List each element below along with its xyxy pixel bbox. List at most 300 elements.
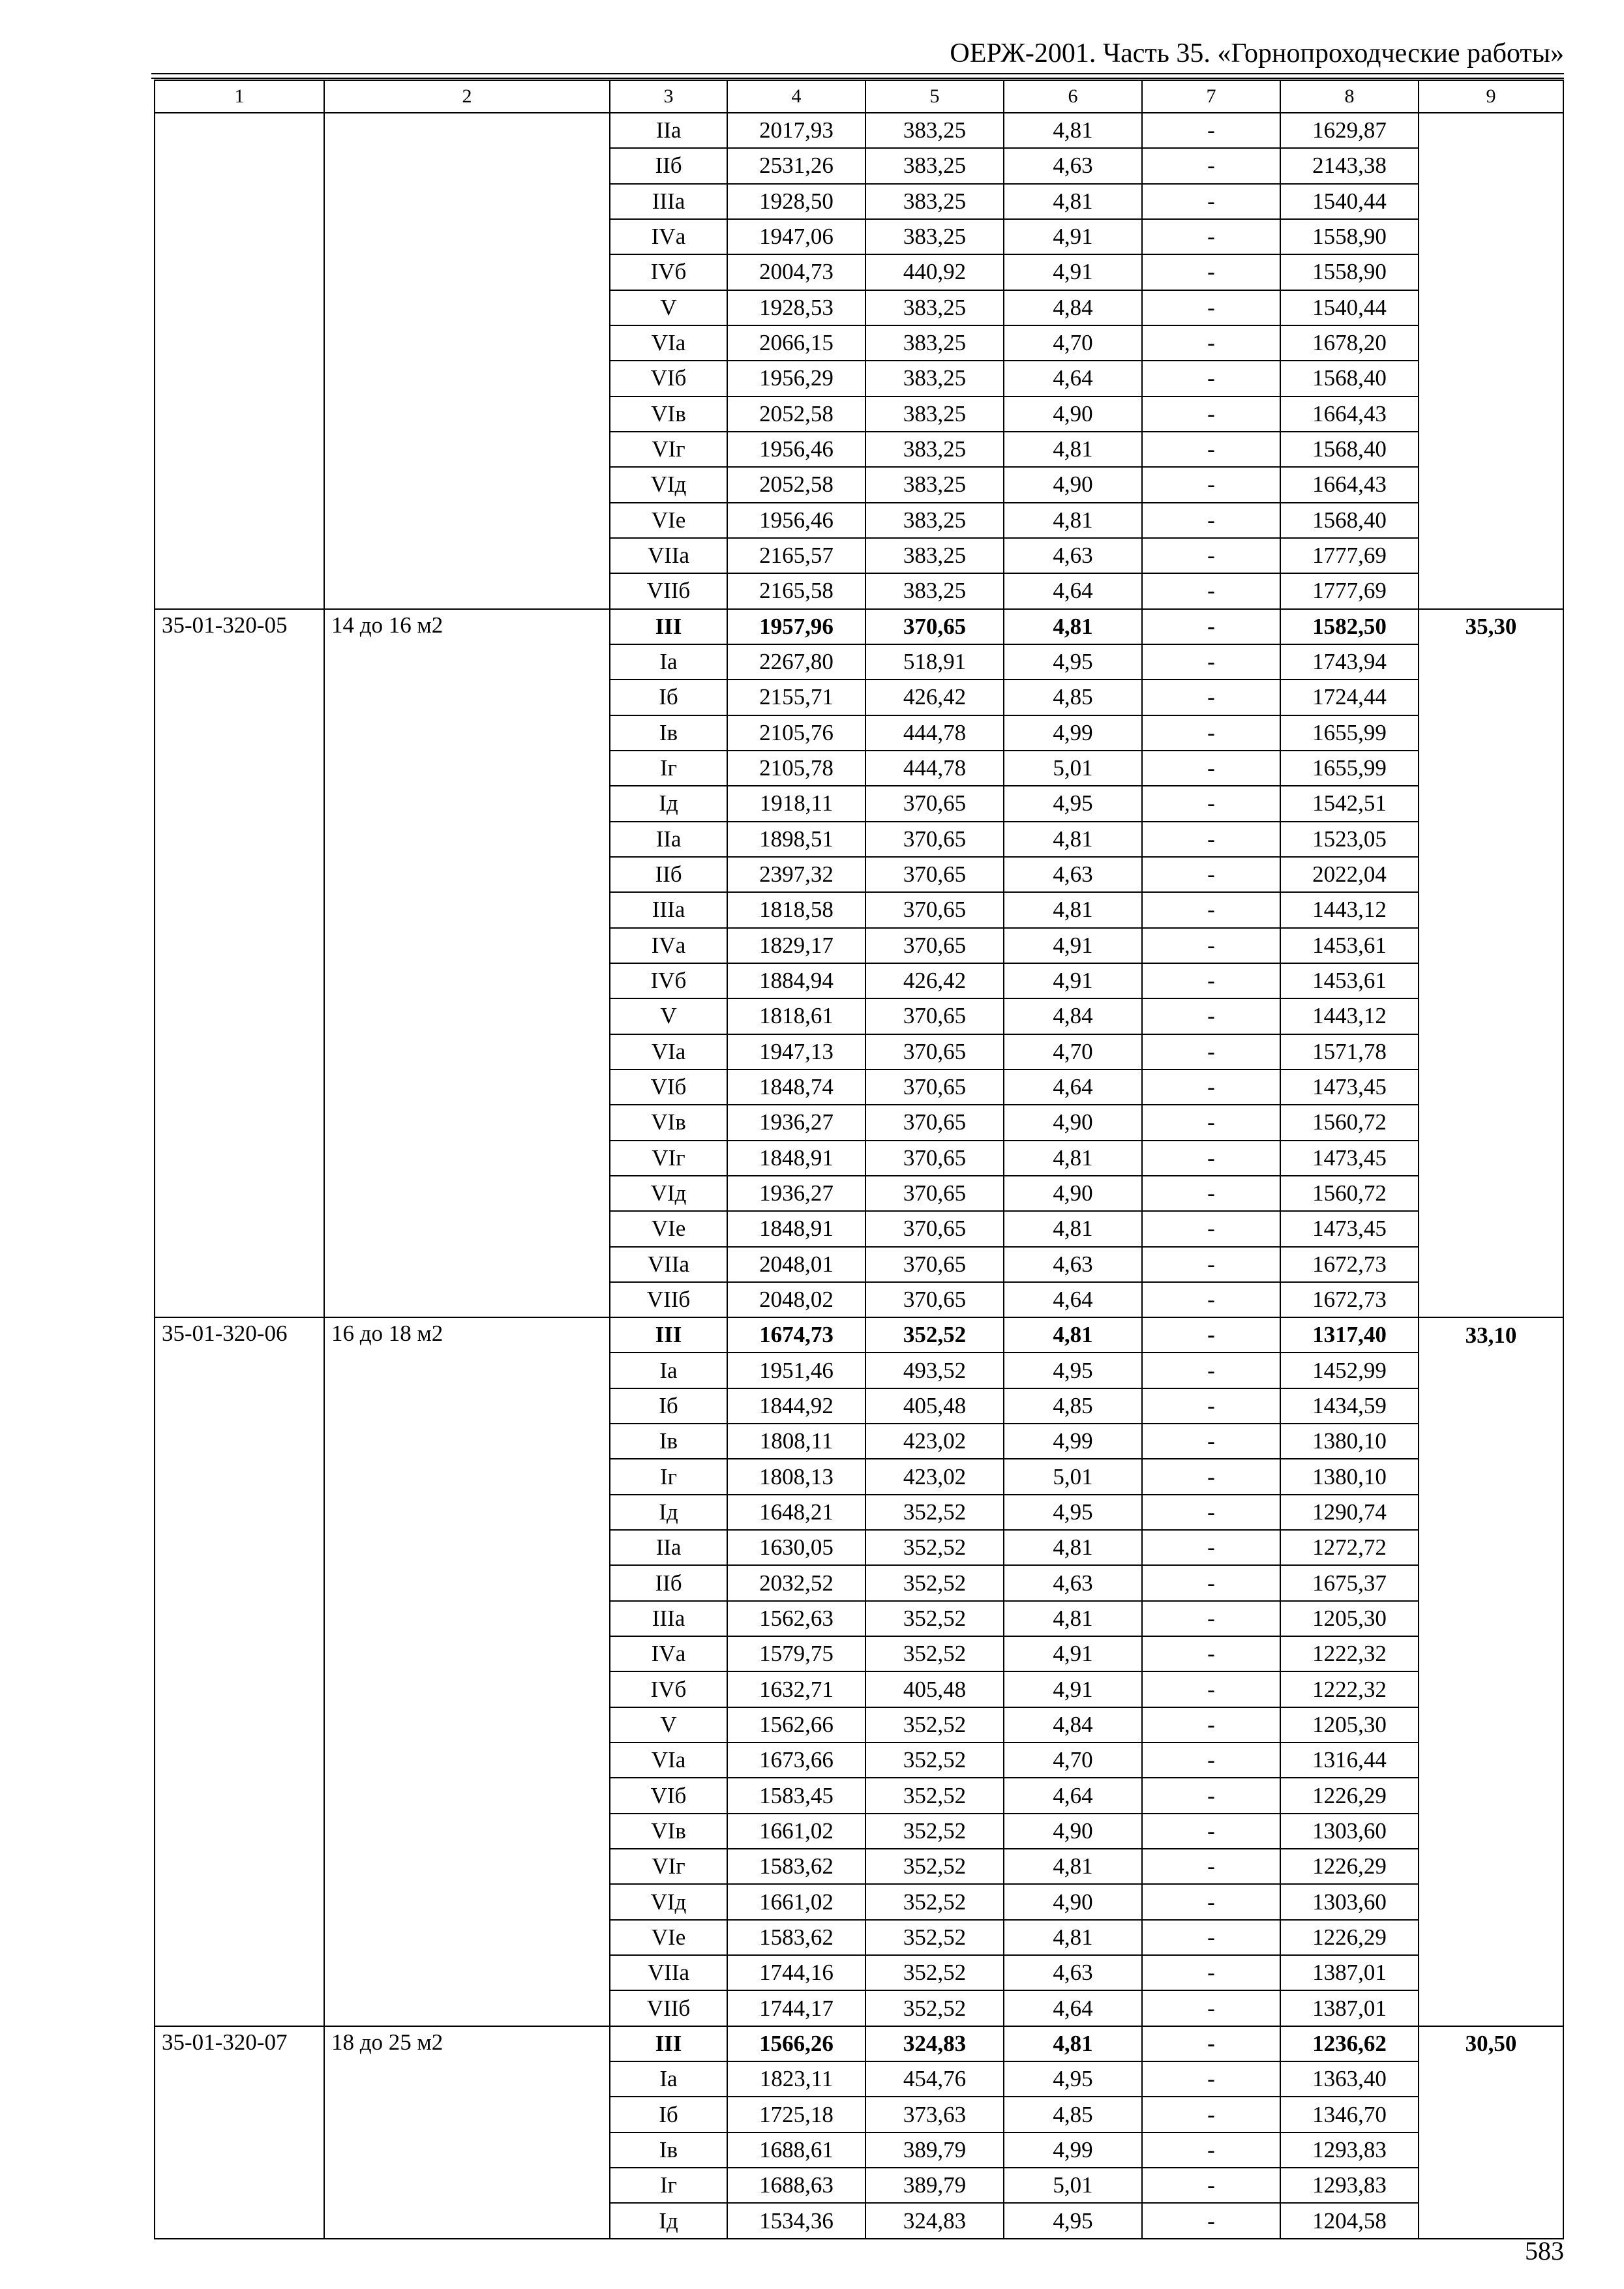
rate-code-cell — [155, 1105, 324, 1140]
wages-cell: 370,65 — [865, 1211, 1004, 1246]
table-row — [155, 715, 1563, 751]
materials-cell: 1473,45 — [1280, 1211, 1419, 1246]
total-cost-cell: 1936,27 — [727, 1176, 865, 1211]
operators-wages-cell: - — [1142, 148, 1280, 183]
price-table — [154, 80, 1564, 2239]
total-cost-cell: 1562,63 — [727, 1601, 865, 1636]
wages-cell: 493,52 — [865, 1353, 1004, 1388]
machines-cell: 4,95 — [1004, 1353, 1142, 1388]
column-header: 9 — [1419, 80, 1563, 113]
operators-wages-cell: - — [1142, 2097, 1280, 2132]
rate-code-cell — [155, 1884, 324, 1919]
total-cost-cell: 1688,63 — [727, 2168, 865, 2203]
materials-cell: 1204,58 — [1280, 2203, 1419, 2238]
table-row — [155, 1849, 1563, 1884]
total-cost-cell: 1947,06 — [727, 219, 865, 254]
category-cell: VIв — [610, 1105, 727, 1140]
rate-code-cell — [155, 148, 324, 183]
description-cell — [324, 467, 610, 502]
machines-cell: 4,63 — [1004, 857, 1142, 892]
machines-cell: 4,70 — [1004, 1034, 1142, 1070]
rate-code-cell — [155, 2168, 324, 2203]
table-row — [155, 1459, 1563, 1494]
machines-cell: 4,91 — [1004, 928, 1142, 963]
rate-code-cell — [155, 290, 324, 325]
category-cell: Iд — [610, 1495, 727, 1530]
materials-cell: 1672,73 — [1280, 1282, 1419, 1317]
description-cell — [324, 1459, 610, 1494]
total-cost-cell: 1956,29 — [727, 361, 865, 396]
labor-cost-cell — [1419, 680, 1563, 715]
description-cell — [324, 1743, 610, 1778]
description-cell — [324, 1990, 610, 2026]
total-cost-cell: 2165,57 — [727, 538, 865, 573]
total-cost-cell: 1744,16 — [727, 1955, 865, 1990]
materials-cell: 1443,12 — [1280, 892, 1419, 927]
materials-cell: 1453,61 — [1280, 928, 1419, 963]
category-cell: VIв — [610, 1814, 727, 1849]
rate-code-cell — [155, 998, 324, 1034]
materials-cell: 1724,44 — [1280, 680, 1419, 715]
rate-code-cell — [155, 857, 324, 892]
description-cell — [324, 1601, 610, 1636]
wages-cell: 444,78 — [865, 751, 1004, 786]
labor-cost-cell — [1419, 290, 1563, 325]
category-cell: VIе — [610, 1920, 727, 1955]
wages-cell: 352,52 — [865, 1565, 1004, 1600]
rate-code-cell — [155, 361, 324, 396]
rate-code-cell — [155, 1459, 324, 1494]
description-cell: 18 до 25 м2 — [324, 2026, 610, 2061]
machines-cell: 5,01 — [1004, 751, 1142, 786]
rate-code-cell — [155, 2132, 324, 2168]
labor-cost-cell — [1419, 1707, 1563, 1743]
column-header: 8 — [1280, 80, 1419, 113]
category-cell: Iа — [610, 1353, 727, 1388]
category-cell: IVа — [610, 928, 727, 963]
operators-wages-cell: - — [1142, 2061, 1280, 2097]
operators-wages-cell: - — [1142, 1814, 1280, 1849]
materials-cell: 1558,90 — [1280, 254, 1419, 290]
total-cost-cell: 2052,58 — [727, 396, 865, 432]
machines-cell: 4,91 — [1004, 1636, 1142, 1671]
category-cell: VIIа — [610, 1247, 727, 1282]
operators-wages-cell: - — [1142, 1707, 1280, 1743]
operators-wages-cell: - — [1142, 1034, 1280, 1070]
total-cost-cell: 1725,18 — [727, 2097, 865, 2132]
wages-cell: 352,52 — [865, 1849, 1004, 1884]
table-row — [155, 1282, 1563, 1317]
table-row — [155, 219, 1563, 254]
category-cell: Iб — [610, 1388, 727, 1424]
wages-cell: 426,42 — [865, 680, 1004, 715]
total-cost-cell: 1844,92 — [727, 1388, 865, 1424]
operators-wages-cell: - — [1142, 1636, 1280, 1671]
table-row — [155, 325, 1563, 361]
machines-cell: 4,95 — [1004, 2203, 1142, 2238]
table-row — [155, 1317, 1563, 1353]
description-cell — [324, 1211, 610, 1246]
total-cost-cell: 1928,50 — [727, 184, 865, 219]
labor-cost-cell — [1419, 503, 1563, 538]
table-row — [155, 573, 1563, 608]
machines-cell: 4,64 — [1004, 1778, 1142, 1813]
labor-cost-cell — [1419, 1141, 1563, 1176]
description-cell — [324, 1565, 610, 1600]
machines-cell: 4,81 — [1004, 1530, 1142, 1565]
operators-wages-cell: - — [1142, 290, 1280, 325]
table-row — [155, 396, 1563, 432]
description-cell — [324, 361, 610, 396]
machines-cell: 4,99 — [1004, 2132, 1142, 2168]
total-cost-cell: 1818,58 — [727, 892, 865, 927]
category-cell: IVб — [610, 254, 727, 290]
wages-cell: 370,65 — [865, 998, 1004, 1034]
materials-cell: 1540,44 — [1280, 290, 1419, 325]
total-cost-cell: 1630,05 — [727, 1530, 865, 1565]
table-row — [155, 644, 1563, 680]
table-row — [155, 892, 1563, 927]
description-cell — [324, 1176, 610, 1211]
total-cost-cell: 1947,13 — [727, 1034, 865, 1070]
category-cell: Iд — [610, 786, 727, 821]
machines-cell: 4,81 — [1004, 432, 1142, 467]
labor-cost-cell: 33,10 — [1419, 1317, 1563, 1353]
wages-cell: 389,79 — [865, 2132, 1004, 2168]
description-cell — [324, 396, 610, 432]
materials-cell: 1452,99 — [1280, 1353, 1419, 1388]
category-cell: VIIб — [610, 1990, 727, 2026]
rate-code-cell — [155, 1707, 324, 1743]
total-cost-cell: 1884,94 — [727, 963, 865, 998]
machines-cell: 4,81 — [1004, 113, 1142, 148]
labor-cost-cell — [1419, 573, 1563, 608]
table-row — [155, 361, 1563, 396]
table-row — [155, 1955, 1563, 1990]
total-cost-cell: 1951,46 — [727, 1353, 865, 1388]
description-cell — [324, 1282, 610, 1317]
operators-wages-cell: - — [1142, 184, 1280, 219]
category-cell: IVб — [610, 963, 727, 998]
description-cell — [324, 1530, 610, 1565]
materials-cell: 1222,32 — [1280, 1671, 1419, 1707]
operators-wages-cell: - — [1142, 113, 1280, 148]
labor-cost-cell — [1419, 1034, 1563, 1070]
wages-cell: 352,52 — [865, 1636, 1004, 1671]
machines-cell: 4,81 — [1004, 503, 1142, 538]
category-cell: IIб — [610, 857, 727, 892]
labor-cost-cell — [1419, 715, 1563, 751]
total-cost-cell: 1674,73 — [727, 1317, 865, 1353]
table-row — [155, 184, 1563, 219]
labor-cost-cell — [1419, 1211, 1563, 1246]
operators-wages-cell: - — [1142, 1282, 1280, 1317]
labor-cost-cell — [1419, 538, 1563, 573]
machines-cell: 4,91 — [1004, 254, 1142, 290]
table-row — [155, 2203, 1563, 2238]
description-cell — [324, 1034, 610, 1070]
category-cell: VIе — [610, 503, 727, 538]
total-cost-cell: 1648,21 — [727, 1495, 865, 1530]
table-row — [155, 254, 1563, 290]
rate-code-cell — [155, 1530, 324, 1565]
operators-wages-cell: - — [1142, 1530, 1280, 1565]
labor-cost-cell — [1419, 1247, 1563, 1282]
operators-wages-cell: - — [1142, 1743, 1280, 1778]
wages-cell: 370,65 — [865, 1141, 1004, 1176]
table-row — [155, 609, 1563, 644]
materials-cell: 1629,87 — [1280, 113, 1419, 148]
machines-cell: 4,90 — [1004, 1814, 1142, 1849]
category-cell: IIIа — [610, 892, 727, 927]
machines-cell: 4,81 — [1004, 1317, 1142, 1353]
table-row — [155, 1176, 1563, 1211]
rate-code-cell — [155, 822, 324, 857]
total-cost-cell: 1848,91 — [727, 1211, 865, 1246]
operators-wages-cell: - — [1142, 1955, 1280, 1990]
rate-code-cell: 35-01-320-06 — [155, 1317, 324, 1353]
wages-cell: 383,25 — [865, 148, 1004, 183]
machines-cell: 4,81 — [1004, 184, 1142, 219]
machines-cell: 4,90 — [1004, 1176, 1142, 1211]
total-cost-cell: 1898,51 — [727, 822, 865, 857]
rate-code-cell — [155, 2061, 324, 2097]
table-row — [155, 432, 1563, 467]
table-row — [155, 2061, 1563, 2097]
materials-cell: 1743,94 — [1280, 644, 1419, 680]
total-cost-cell: 1829,17 — [727, 928, 865, 963]
labor-cost-cell — [1419, 432, 1563, 467]
rate-code-cell — [155, 1920, 324, 1955]
description-cell — [324, 2061, 610, 2097]
description-cell — [324, 1247, 610, 1282]
materials-cell: 1272,72 — [1280, 1530, 1419, 1565]
materials-cell: 1387,01 — [1280, 1990, 1419, 2026]
materials-cell: 1664,43 — [1280, 467, 1419, 502]
labor-cost-cell — [1419, 1388, 1563, 1424]
machines-cell: 4,64 — [1004, 361, 1142, 396]
rate-code-cell — [155, 1743, 324, 1778]
rate-code-cell — [155, 1565, 324, 1600]
materials-cell: 1568,40 — [1280, 361, 1419, 396]
wages-cell: 405,48 — [865, 1388, 1004, 1424]
operators-wages-cell: - — [1142, 1424, 1280, 1459]
rate-code-cell — [155, 1671, 324, 1707]
wages-cell: 383,25 — [865, 538, 1004, 573]
operators-wages-cell: - — [1142, 1353, 1280, 1388]
page-number: 583 — [1525, 2236, 1564, 2266]
category-cell: Iа — [610, 2061, 727, 2097]
total-cost-cell: 2052,58 — [727, 467, 865, 502]
description-cell — [324, 254, 610, 290]
total-cost-cell: 1956,46 — [727, 503, 865, 538]
labor-cost-cell — [1419, 963, 1563, 998]
category-cell: Iв — [610, 1424, 727, 1459]
operators-wages-cell: - — [1142, 1990, 1280, 2026]
wages-cell: 370,65 — [865, 857, 1004, 892]
wages-cell: 324,83 — [865, 2203, 1004, 2238]
materials-cell: 1290,74 — [1280, 1495, 1419, 1530]
description-cell — [324, 1070, 610, 1105]
materials-cell: 2022,04 — [1280, 857, 1419, 892]
description-cell — [324, 538, 610, 573]
rate-code-cell — [155, 325, 324, 361]
table-row — [155, 1778, 1563, 1813]
table-row — [155, 822, 1563, 857]
rate-code-cell — [155, 396, 324, 432]
column-number-header — [155, 80, 1563, 113]
machines-cell: 4,63 — [1004, 1565, 1142, 1600]
rate-code-cell — [155, 1495, 324, 1530]
materials-cell: 1540,44 — [1280, 184, 1419, 219]
wages-cell: 352,52 — [865, 1530, 1004, 1565]
labor-cost-cell — [1419, 751, 1563, 786]
materials-cell: 1380,10 — [1280, 1424, 1419, 1459]
description-cell — [324, 148, 610, 183]
operators-wages-cell: - — [1142, 963, 1280, 998]
category-cell: V — [610, 290, 727, 325]
category-cell: Iв — [610, 2132, 727, 2168]
materials-cell: 2143,38 — [1280, 148, 1419, 183]
materials-cell: 1655,99 — [1280, 715, 1419, 751]
table-row — [155, 1636, 1563, 1671]
materials-cell: 1523,05 — [1280, 822, 1419, 857]
description-cell — [324, 1636, 610, 1671]
operators-wages-cell: - — [1142, 396, 1280, 432]
labor-cost-cell — [1419, 2132, 1563, 2168]
table-row — [155, 1814, 1563, 1849]
description-cell — [324, 184, 610, 219]
wages-cell: 383,25 — [865, 432, 1004, 467]
rate-code-cell — [155, 254, 324, 290]
labor-cost-cell — [1419, 1920, 1563, 1955]
operators-wages-cell: - — [1142, 609, 1280, 644]
wages-cell: 352,52 — [865, 1920, 1004, 1955]
machines-cell: 4,90 — [1004, 1105, 1142, 1140]
rate-code-cell — [155, 1247, 324, 1282]
rate-code-cell — [155, 1211, 324, 1246]
wages-cell: 454,76 — [865, 2061, 1004, 2097]
table-row — [155, 1707, 1563, 1743]
labor-cost-cell — [1419, 467, 1563, 502]
rate-code-cell: 35-01-320-05 — [155, 609, 324, 644]
table-row — [155, 2132, 1563, 2168]
materials-cell: 1303,60 — [1280, 1884, 1419, 1919]
labor-cost-cell — [1419, 1070, 1563, 1105]
labor-cost-cell — [1419, 2168, 1563, 2203]
machines-cell: 4,70 — [1004, 1743, 1142, 1778]
machines-cell: 4,81 — [1004, 892, 1142, 927]
labor-cost-cell — [1419, 998, 1563, 1034]
table-row — [155, 963, 1563, 998]
rate-code-cell — [155, 1778, 324, 1813]
wages-cell: 352,52 — [865, 1317, 1004, 1353]
table-row — [155, 1424, 1563, 1459]
rate-code-cell — [155, 892, 324, 927]
wages-cell: 370,65 — [865, 1034, 1004, 1070]
rate-code-cell — [155, 963, 324, 998]
materials-cell: 1363,40 — [1280, 2061, 1419, 2097]
wages-cell: 389,79 — [865, 2168, 1004, 2203]
machines-cell: 4,63 — [1004, 1247, 1142, 1282]
category-cell: Iг — [610, 2168, 727, 2203]
operators-wages-cell: - — [1142, 1778, 1280, 1813]
category-cell: III — [610, 1317, 727, 1353]
rate-code-cell — [155, 573, 324, 608]
description-cell — [324, 786, 610, 821]
materials-cell: 1387,01 — [1280, 1955, 1419, 1990]
labor-cost-cell — [1419, 1459, 1563, 1494]
labor-cost-cell — [1419, 148, 1563, 183]
total-cost-cell: 1661,02 — [727, 1814, 865, 1849]
description-cell — [324, 1105, 610, 1140]
description-cell — [324, 857, 610, 892]
wages-cell: 370,65 — [865, 786, 1004, 821]
total-cost-cell: 1848,74 — [727, 1070, 865, 1105]
description-cell — [324, 1353, 610, 1388]
operators-wages-cell: - — [1142, 1211, 1280, 1246]
wages-cell: 383,25 — [865, 361, 1004, 396]
category-cell: VIг — [610, 432, 727, 467]
labor-cost-cell — [1419, 1282, 1563, 1317]
wages-cell: 352,52 — [865, 1990, 1004, 2026]
materials-cell: 1226,29 — [1280, 1849, 1419, 1884]
rate-code-cell — [155, 1176, 324, 1211]
category-cell: IIIа — [610, 184, 727, 219]
rate-code-cell — [155, 432, 324, 467]
category-cell: VIIб — [610, 1282, 727, 1317]
labor-cost-cell — [1419, 1884, 1563, 1919]
description-cell — [324, 432, 610, 467]
materials-cell: 1226,29 — [1280, 1778, 1419, 1813]
rate-code-cell — [155, 1849, 324, 1884]
rate-code-cell — [155, 928, 324, 963]
labor-cost-cell — [1419, 254, 1563, 290]
wages-cell: 383,25 — [865, 467, 1004, 502]
machines-cell: 4,90 — [1004, 396, 1142, 432]
description-cell — [324, 2132, 610, 2168]
table-row — [155, 1920, 1563, 1955]
total-cost-cell: 2105,78 — [727, 751, 865, 786]
description-cell — [324, 113, 610, 148]
operators-wages-cell: - — [1142, 1317, 1280, 1353]
category-cell: Iг — [610, 1459, 727, 1494]
column-header: 7 — [1142, 80, 1280, 113]
wages-cell: 383,25 — [865, 573, 1004, 608]
rate-code-cell — [155, 751, 324, 786]
wages-cell: 352,52 — [865, 1814, 1004, 1849]
total-cost-cell: 1956,46 — [727, 432, 865, 467]
rate-code-cell — [155, 680, 324, 715]
rate-code-cell — [155, 2097, 324, 2132]
wages-cell: 370,65 — [865, 1247, 1004, 1282]
labor-cost-cell — [1419, 1849, 1563, 1884]
rate-code-cell: 35-01-320-07 — [155, 2026, 324, 2061]
wages-cell: 383,25 — [865, 396, 1004, 432]
total-cost-cell: 1918,11 — [727, 786, 865, 821]
total-cost-cell: 1928,53 — [727, 290, 865, 325]
total-cost-cell: 1579,75 — [727, 1636, 865, 1671]
description-cell — [324, 1388, 610, 1424]
column-header: 3 — [610, 80, 727, 113]
category-cell: VIв — [610, 396, 727, 432]
description-cell — [324, 1955, 610, 1990]
table-row — [155, 786, 1563, 821]
labor-cost-cell — [1419, 1601, 1563, 1636]
description-cell — [324, 1141, 610, 1176]
labor-cost-cell — [1419, 1176, 1563, 1211]
materials-cell: 1678,20 — [1280, 325, 1419, 361]
